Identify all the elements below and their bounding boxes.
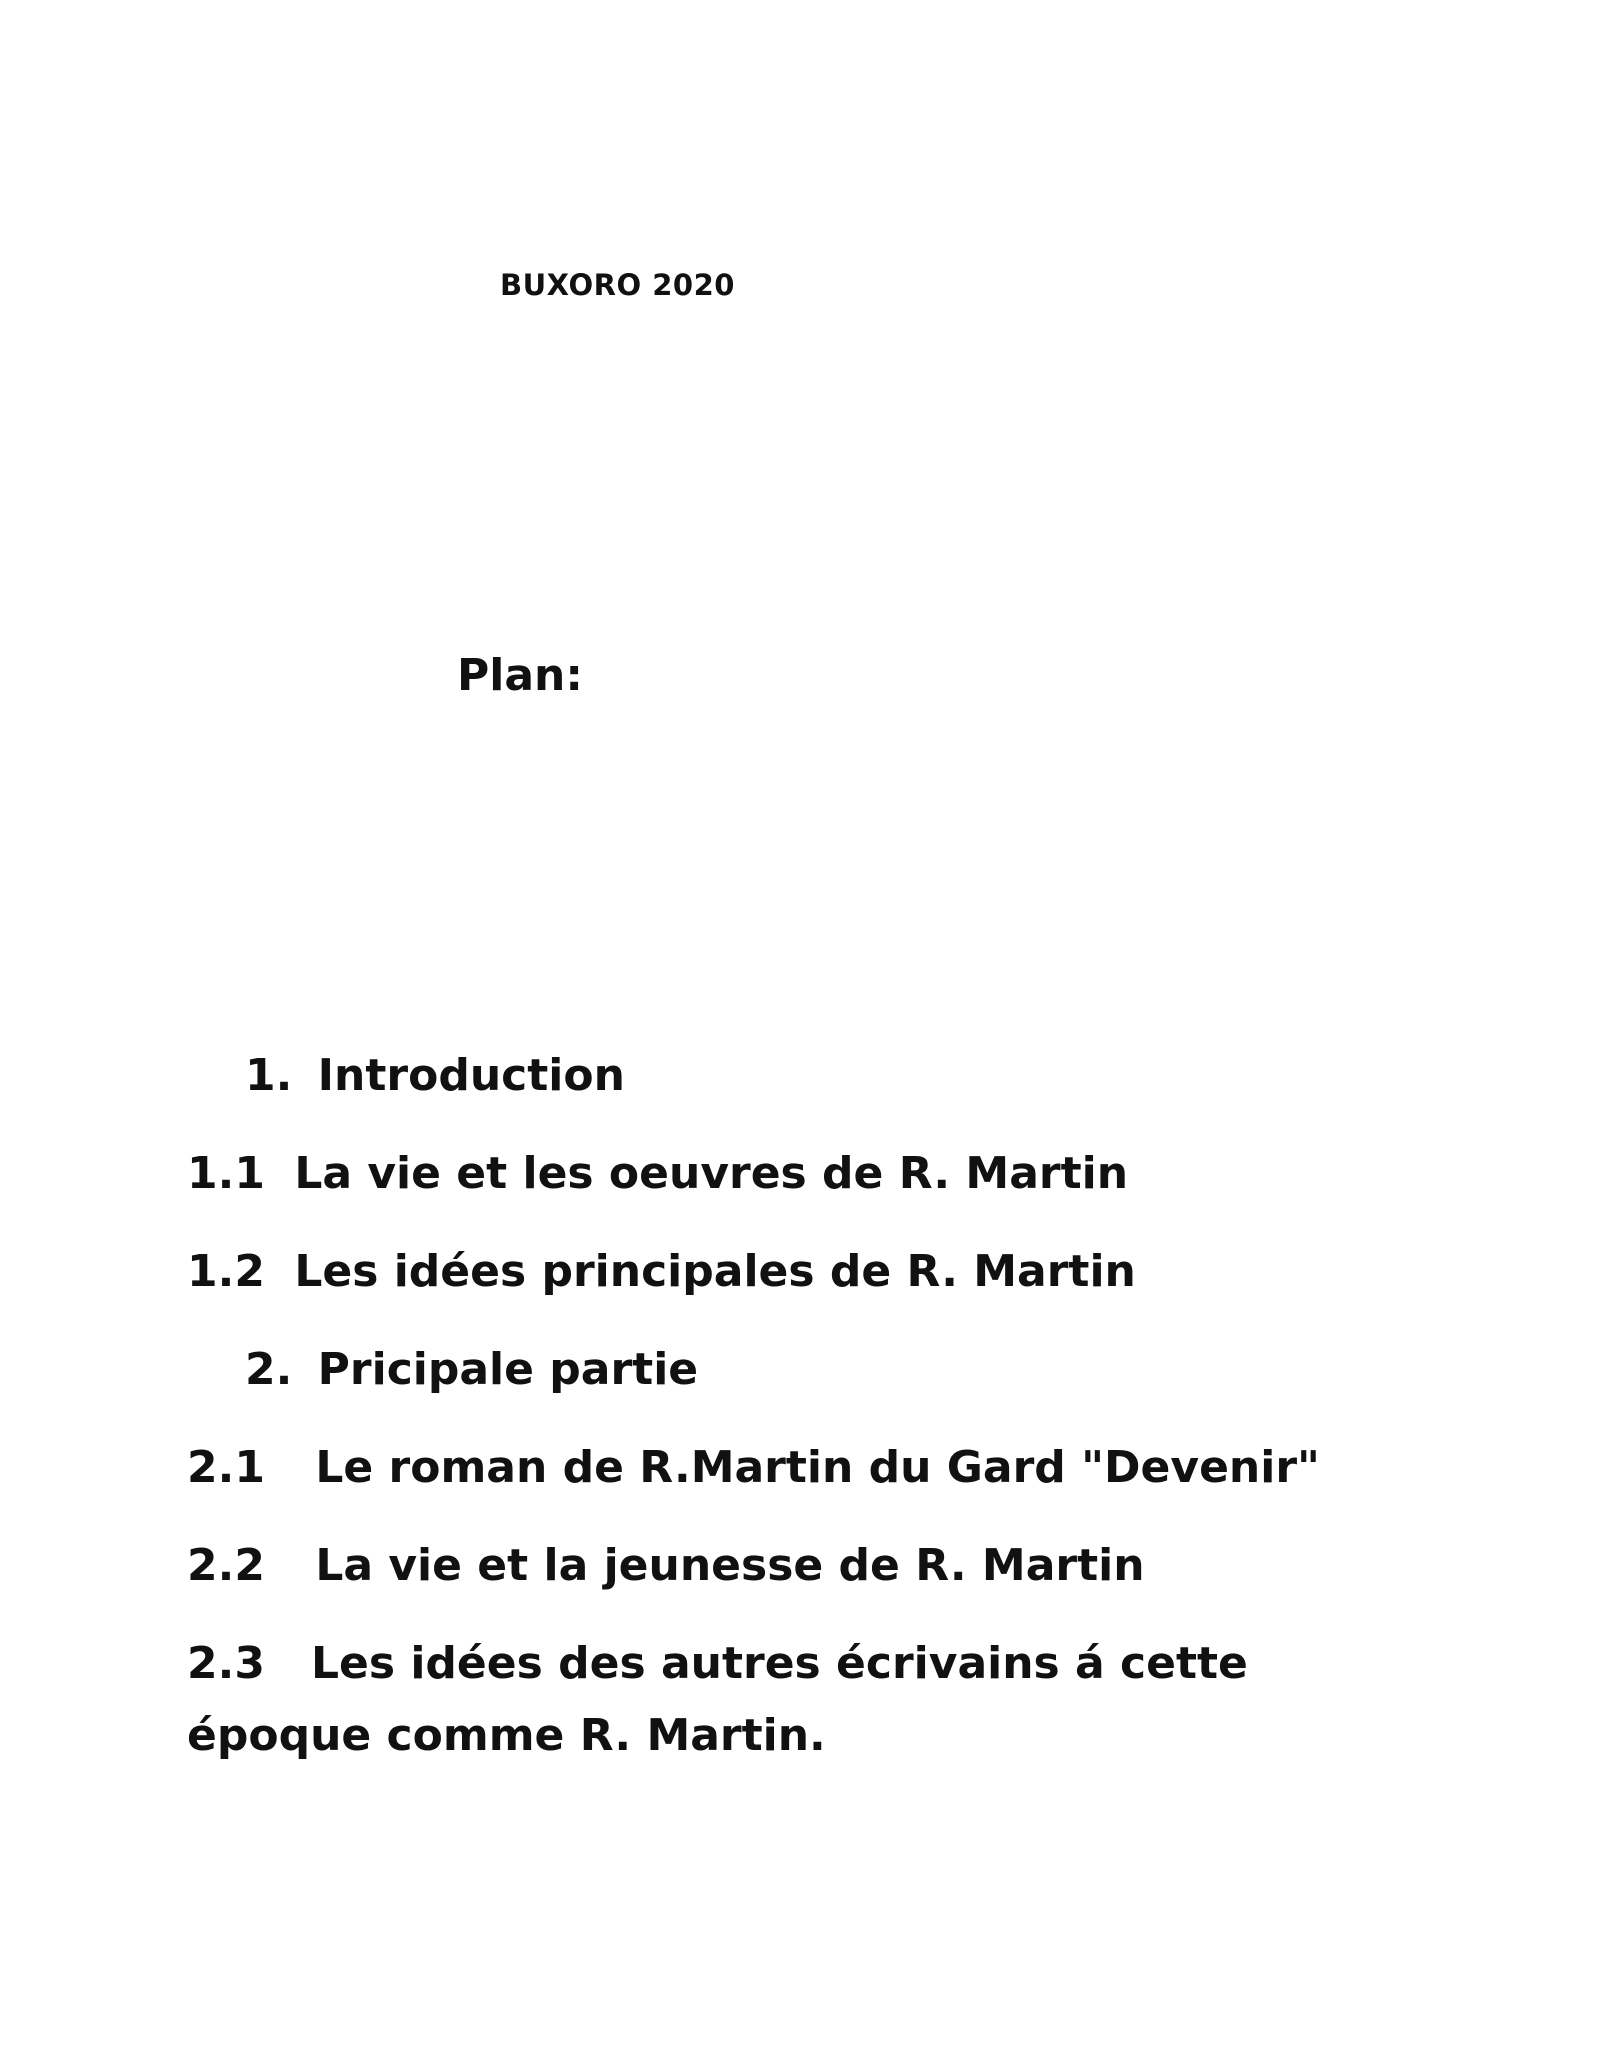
toc-item-1-2 — [187, 1236, 1136, 1308]
toc-item-2-1 — [187, 1432, 1320, 1504]
toc-text: La vie et les oeuvres de R. Martin — [294, 1148, 1129, 1199]
toc-number: 1.1 — [187, 1148, 265, 1199]
toc-text: Introduction — [317, 1050, 625, 1101]
toc-number: 2. — [245, 1344, 293, 1395]
toc-item-2 — [245, 1334, 698, 1406]
toc-text: Les idées des autres écrivains á cette époque comme R. Martin. — [187, 1638, 1248, 1761]
toc-item-2-3 — [187, 1628, 1337, 1772]
toc-item-1 — [245, 1040, 625, 1112]
toc-number: 2.3 — [187, 1638, 265, 1689]
header-city-year: BUXORO 2020 — [500, 268, 735, 302]
toc-number: 1.2 — [187, 1246, 265, 1297]
toc-item-1-1 — [187, 1138, 1128, 1210]
plan-title: Plan: — [457, 650, 583, 701]
toc-text: La vie et la jeunesse de R. Martin — [315, 1540, 1145, 1591]
toc-text: Le roman de R.Martin du Gard "Devenir" — [315, 1442, 1320, 1493]
toc-item-2-2 — [187, 1530, 1145, 1602]
toc-number: 2.1 — [187, 1442, 265, 1493]
toc-text: Pricipale partie — [317, 1344, 699, 1395]
toc-number: 2.2 — [187, 1540, 265, 1591]
toc-text: Les idées principales de R. Martin — [294, 1246, 1136, 1297]
toc-number: 1. — [245, 1050, 293, 1101]
